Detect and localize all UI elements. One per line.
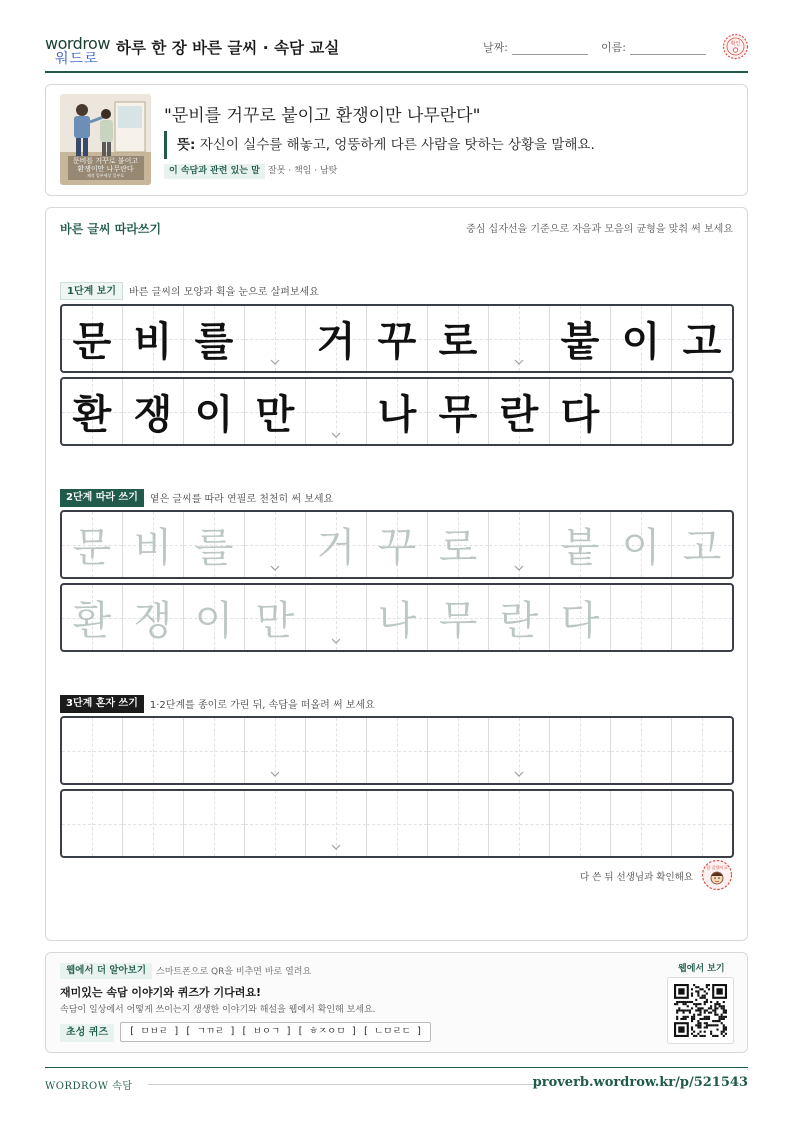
page-footer — [45, 1067, 748, 1097]
meaning-label: 뜻: — [177, 137, 196, 153]
writing-cell[interactable] — [428, 718, 489, 783]
practice-glyph: 무 — [438, 391, 478, 438]
writing-cell[interactable] — [62, 585, 123, 650]
writing-cell[interactable] — [611, 585, 672, 650]
practice-glyph: 꾸 — [377, 525, 417, 571]
writing-cell[interactable] — [367, 718, 428, 783]
writing-cell — [62, 379, 123, 444]
writing-cell[interactable] — [428, 512, 489, 577]
qr-label: 웹에서 보기 — [678, 964, 725, 974]
practice-glyph: 문 — [72, 525, 112, 571]
wordrow-logo — [45, 34, 110, 67]
writing-cell[interactable] — [672, 512, 732, 577]
practice-glyph: 란 — [499, 391, 539, 438]
practice-glyph: 거 — [316, 525, 356, 571]
writing-cell[interactable] — [184, 718, 245, 783]
step-1-badge: 1단계 보기 — [60, 282, 123, 300]
writing-cell — [245, 379, 306, 444]
writing-cell — [123, 379, 184, 444]
space-mark-icon — [331, 636, 341, 646]
writing-cell[interactable] — [672, 585, 732, 650]
date-field[interactable] — [512, 54, 588, 55]
writing-cell — [611, 379, 672, 444]
writing-cell[interactable] — [367, 791, 428, 856]
writing-cell — [428, 306, 489, 371]
writing-cell[interactable] — [550, 718, 611, 783]
writing-cell[interactable] — [184, 512, 245, 577]
proverb-text: "문비를 거꾸로 붙이고 환쟁이만 나무란다" — [164, 106, 481, 126]
practice-glyph: 다 — [560, 391, 600, 438]
footer-divider — [148, 1084, 538, 1085]
page-title: 하루 한 장 바른 글씨 · 속담 교실 — [116, 39, 340, 57]
check-stamp-icon — [722, 33, 749, 60]
practice-glyph: 환 — [72, 391, 112, 438]
writing-cell[interactable] — [611, 718, 672, 783]
illustration-caption: 환쟁이만 나무란다 — [77, 165, 134, 173]
web-badge: 웹에서 더 알아보기 — [60, 963, 152, 979]
writing-cell — [62, 306, 123, 371]
page-header — [45, 28, 748, 73]
stamp-label: 참 잘했어요 — [706, 865, 728, 870]
step-3-badge: 3단계 혼자 쓰기 — [60, 695, 144, 713]
space-mark-icon — [270, 357, 280, 367]
practice-glyph: 무 — [438, 598, 478, 644]
writing-cell[interactable] — [672, 718, 732, 783]
web-subtitle: 스마트폰으로 QR을 비추면 바로 열려요 — [156, 967, 312, 977]
good-job-stamp-icon — [701, 859, 733, 891]
related-words-badge: 이 속담과 관련 있는 말 — [164, 164, 265, 179]
practice-glyph: 다 — [560, 598, 600, 644]
practice-glyph: 비 — [133, 318, 173, 365]
trace-row-2[interactable] — [60, 583, 734, 652]
practice-title: 바른 글씨 따라쓰기 — [60, 222, 162, 236]
step-3-header — [60, 693, 375, 713]
practice-glyph: 쟁 — [133, 391, 173, 438]
practice-glyph: 비 — [133, 525, 173, 571]
writing-cell — [672, 379, 732, 444]
writing-cell — [611, 306, 672, 371]
writing-cell[interactable] — [550, 791, 611, 856]
writing-cell — [428, 379, 489, 444]
space-mark-icon — [270, 563, 280, 573]
web-promo — [45, 952, 748, 1053]
writing-cell — [672, 306, 732, 371]
writing-cell[interactable] — [62, 718, 123, 783]
illustration-credit: 제작 일부세상 일부호 — [86, 173, 125, 178]
practice-glyph: 문 — [72, 318, 112, 365]
web-headline: 재미있는 속담 이야기와 퀴즈가 기다려요! — [60, 986, 261, 999]
practice-glyph: 이 — [621, 525, 661, 571]
writing-cell[interactable] — [550, 512, 611, 577]
blank-row-2[interactable] — [60, 789, 734, 858]
writing-cell[interactable] — [245, 791, 306, 856]
space-mark-icon — [331, 430, 341, 440]
stamp-label: 확인 — [730, 41, 741, 47]
writing-cell[interactable] — [489, 585, 550, 650]
practice-glyph: 나 — [377, 391, 417, 438]
trace-row-1[interactable] — [60, 510, 734, 579]
writing-cell[interactable] — [489, 512, 550, 577]
proverb-illustration — [60, 94, 151, 185]
practice-glyph: 만 — [255, 391, 295, 438]
writing-cell[interactable] — [367, 512, 428, 577]
model-row-1 — [60, 304, 734, 373]
proverb-meaning — [164, 131, 595, 159]
writing-cell[interactable] — [245, 718, 306, 783]
practice-glyph: 로 — [438, 318, 478, 365]
writing-cell — [184, 306, 245, 371]
step-1-desc: 바른 글씨의 모양과 획을 눈으로 살펴보세요 — [129, 287, 319, 298]
writing-cell — [550, 306, 611, 371]
writing-cell[interactable] — [123, 791, 184, 856]
space-mark-icon — [514, 357, 524, 367]
writing-cell[interactable] — [306, 718, 367, 783]
writing-cell[interactable] — [489, 718, 550, 783]
writing-cell[interactable] — [245, 585, 306, 650]
step-2-desc: 옅은 글씨를 따라 연필로 천천히 써 보세요 — [149, 494, 334, 505]
writing-cell — [184, 379, 245, 444]
practice-glyph: 로 — [438, 525, 478, 571]
practice-glyph: 이 — [621, 318, 661, 365]
logo-text: wordrow — [45, 34, 110, 53]
writing-cell[interactable] — [245, 512, 306, 577]
writing-cell[interactable] — [184, 585, 245, 650]
writing-cell — [489, 379, 550, 444]
model-row-2 — [60, 377, 734, 446]
practice-glyph: 를 — [194, 525, 234, 571]
writing-cell[interactable] — [367, 585, 428, 650]
teacher-check-note: 다 쓴 뒤 선생님과 확인해요 — [579, 872, 693, 883]
footer-brand: WORDROW 속담 — [45, 1081, 133, 1092]
writing-cell[interactable] — [123, 512, 184, 577]
writing-cell — [306, 306, 367, 371]
practice-glyph: 만 — [255, 598, 295, 644]
writing-cell — [489, 306, 550, 371]
space-mark-icon — [270, 769, 280, 779]
logo-subtext: 워드로 — [55, 51, 99, 67]
practice-glyph: 이 — [194, 391, 234, 438]
practice-glyph: 고 — [682, 525, 722, 571]
writing-cell[interactable] — [306, 585, 367, 650]
footer-url[interactable]: proverb.wordrow.kr/p/521543 — [532, 1075, 748, 1090]
step-2-badge: 2단계 따라 쓰기 — [60, 489, 144, 507]
practice-glyph: 붙 — [560, 318, 600, 365]
writing-cell[interactable] — [306, 512, 367, 577]
step-3-desc: 1·2단계를 종이로 가린 뒤, 속담을 떠올려 써 보세요 — [149, 700, 375, 711]
practice-glyph: 거 — [316, 318, 356, 365]
practice-hint: 중심 십자선을 기준으로 자음과 모음의 균형을 맞춰 써 보세요 — [466, 224, 733, 235]
writing-cell[interactable] — [611, 791, 672, 856]
practice-glyph: 나 — [377, 598, 417, 644]
writing-cell — [123, 306, 184, 371]
web-description: 속담이 일상에서 어떻게 쓰이는지 생생한 이야기와 해설을 웹에서 확인해 보세요. — [60, 1005, 376, 1015]
writing-cell — [367, 379, 428, 444]
initial-quiz: [ ㅁㅂㄹ ] [ ㄱㄲㄹ ] [ ㅂㅇㄱ ] [ ㅎㅈㅇㅁ ] [ ㄴㅁㄹㄷ ] — [120, 1022, 431, 1042]
space-mark-icon — [514, 563, 524, 573]
proverb-card — [45, 84, 748, 196]
practice-glyph: 이 — [194, 598, 234, 644]
writing-cell[interactable] — [123, 585, 184, 650]
practice-glyph: 꾸 — [377, 318, 417, 365]
writing-cell[interactable] — [306, 791, 367, 856]
writing-cell[interactable] — [611, 512, 672, 577]
qr-code-icon — [674, 984, 727, 1037]
blank-row-1[interactable] — [60, 716, 734, 785]
writing-cell[interactable] — [62, 791, 123, 856]
writing-cell[interactable] — [184, 791, 245, 856]
writing-cell[interactable] — [550, 585, 611, 650]
practice-glyph: 란 — [499, 598, 539, 644]
practice-glyph: 를 — [194, 318, 234, 365]
space-mark-icon — [331, 842, 341, 852]
writing-cell — [306, 379, 367, 444]
illustration-caption: 문비를 거꾸로 붙이고 — [72, 157, 139, 165]
related-words: 잘못 · 책임 · 남탓 — [268, 166, 338, 176]
writing-cell — [245, 306, 306, 371]
space-mark-icon — [514, 769, 524, 779]
writing-cell[interactable] — [428, 585, 489, 650]
step-2-header — [60, 487, 333, 507]
initial-quiz-label: 초성 퀴즈 — [60, 1024, 114, 1042]
writing-cell — [550, 379, 611, 444]
writing-cell[interactable] — [428, 791, 489, 856]
practice-glyph: 환 — [72, 598, 112, 644]
writing-cell[interactable] — [672, 791, 732, 856]
practice-glyph: 붙 — [560, 525, 600, 571]
practice-glyph: 쟁 — [133, 598, 173, 644]
writing-cell[interactable] — [489, 791, 550, 856]
writing-cell[interactable] — [62, 512, 123, 577]
qr-code[interactable] — [667, 977, 734, 1044]
handwriting-practice — [45, 207, 748, 941]
date-label: 날짜: — [483, 41, 508, 54]
meaning-text: 자신이 실수를 해놓고, 엉뚱하게 다른 사람을 탓하는 상황을 말해요. — [199, 137, 595, 153]
step-1-header — [60, 280, 319, 300]
writing-cell — [367, 306, 428, 371]
name-field[interactable] — [630, 54, 706, 55]
practice-glyph: 고 — [682, 318, 722, 365]
name-label: 이름: — [601, 41, 626, 54]
writing-cell[interactable] — [123, 718, 184, 783]
